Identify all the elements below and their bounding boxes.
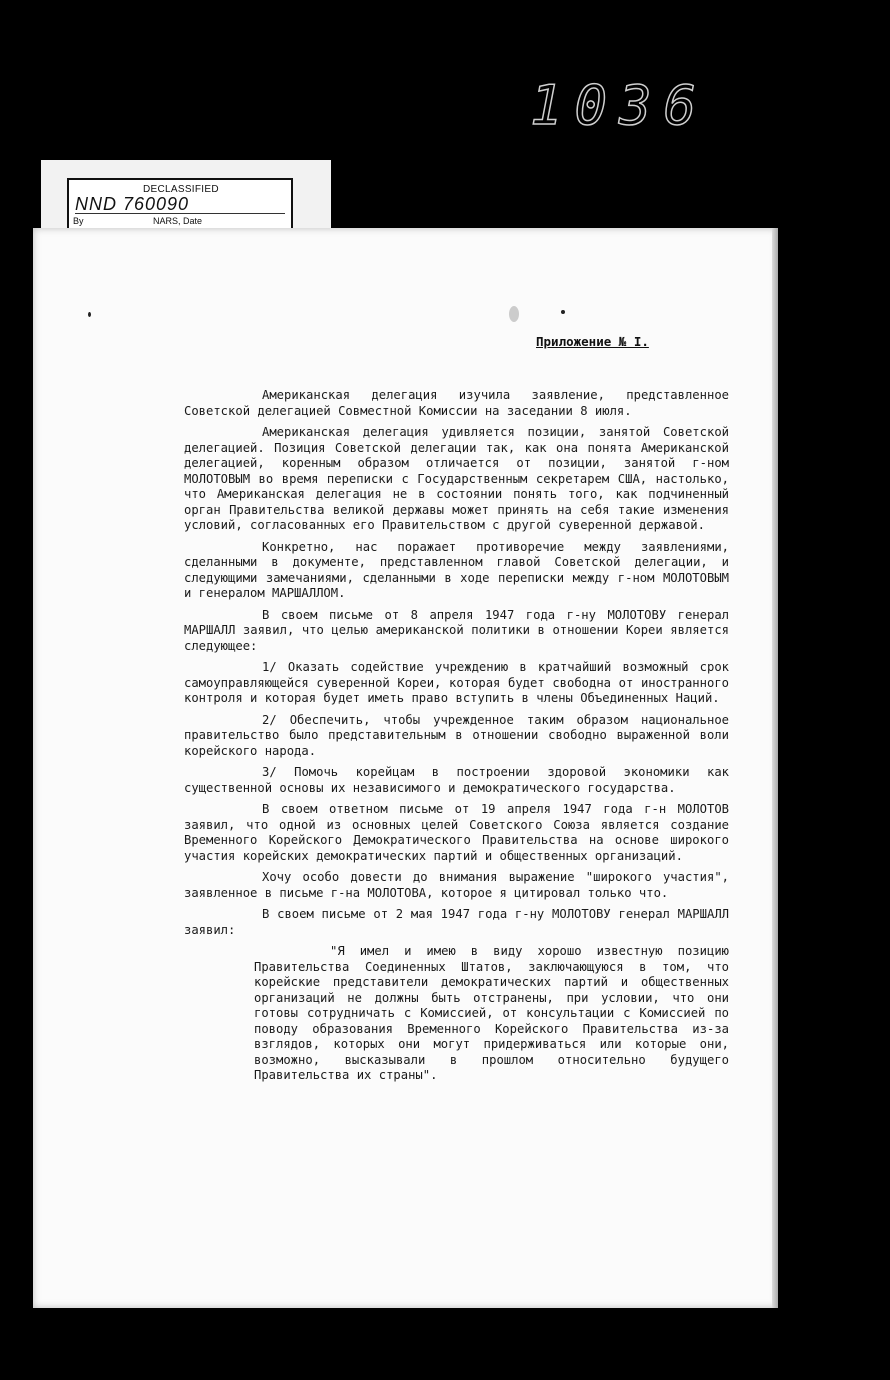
declassification-card: [41, 160, 331, 236]
document-body: [184, 388, 729, 1090]
paragraph: Хочу особо довести до внимания выражение "широкого участия", заявленное в письме г-на МОЛОТОВА, которое я цитировал только что.: [184, 870, 729, 900]
stamp-divider: [75, 213, 285, 214]
paragraph: Американская делегация удивляется позиции, занятой Советской делегацией. Позиция Советской делегации так, как она понята Американской делегацией, коренным образом отличается от позиции, занятой г-ном МОЛОТОВЫМ во время переписки с Государственным секретарем США, настолько, что Американская делегация не в состоянии понять того, как подчиненный орган Правительства великой державы может принять на себя такие изменения условий, согласованных его Правительством с другой суверенной державой.: [184, 425, 729, 532]
document-title: Приложение № I.: [536, 334, 649, 349]
paragraph: В своем ответном письме от 19 апреля 1947 года г-н МОЛОТОВ заявил, что одной из основных целей Советского Союза является создание Временного Корейского Демократического Правительства на основе широкого участия корейских демократических партий и общественных организаций.: [184, 802, 729, 863]
paragraph: Американская делегация изучила заявление, представленное Советской делегацией Совместной Комиссии на заседании 8 июля.: [184, 388, 729, 418]
scan-speck: [509, 306, 519, 322]
paragraph: В своем письме от 8 апреля 1947 года г-ну МОЛОТОВУ генерал МАРШАЛЛ заявил, что целью американской политики в отношении Кореи является следующее:: [184, 607, 729, 653]
page-edge-shadow: [772, 228, 778, 1308]
archive-page-number: 1036: [530, 74, 709, 137]
declassification-stamp: [67, 178, 293, 234]
scan-speck: [561, 310, 565, 314]
list-item: 2/ Обеспечить, чтобы учрежденное таким образом национальное правительство было представительным в отношении свободно выраженной воли корейского народа.: [184, 712, 729, 758]
by-label: By: [73, 216, 84, 226]
paragraph: Конкретно, нас поражает противоречие между заявлениями, сделанными в документе, представленном главой Советской делегации, и следующими замечаниями, сделанными в ходе переписки между г-ном МОЛОТОВЫМ и генералом МАРШАЛЛОМ.: [184, 539, 729, 600]
nars-date-label: NARS, Date: [153, 216, 203, 226]
declassification-authority: NND 760090: [75, 194, 190, 214]
list-item: 3/ Помочь корейцам в построении здоровой экономики как существенной основы их независимого и демократического государства.: [184, 765, 729, 795]
declassified-label: DECLASSIFIED: [143, 184, 219, 195]
list-item: 1/ Оказать содействие учреждению в кратчайший возможный срок самоуправляющейся суверенной Кореи, которая будет свободна от иностранного контроля и которая будет иметь право вступить в члены Объединенных Наций.: [184, 660, 729, 705]
scan-speck: [88, 312, 91, 317]
block-quote: "Я имел и имею в виду хорошо известную позицию Правительства Соединенных Штатов, заключающуюся в том, что корейские представители демократических партий и общественных организаций не должны быть отстранены, при условии, что они готовы сотрудничать с Комиссией, от консультации с Комиссией по поводу образования Временного Корейского Правительства из-за взглядов, которых они могут придерживаться или которые они, возможно, высказывали в прошлом относительно будущего Правительства их страны".: [254, 944, 729, 1082]
document-page: [33, 228, 778, 1308]
paragraph: В своем письме от 2 мая 1947 года г-ну МОЛОТОВУ генерал МАРШАЛЛ заявил:: [184, 907, 729, 937]
